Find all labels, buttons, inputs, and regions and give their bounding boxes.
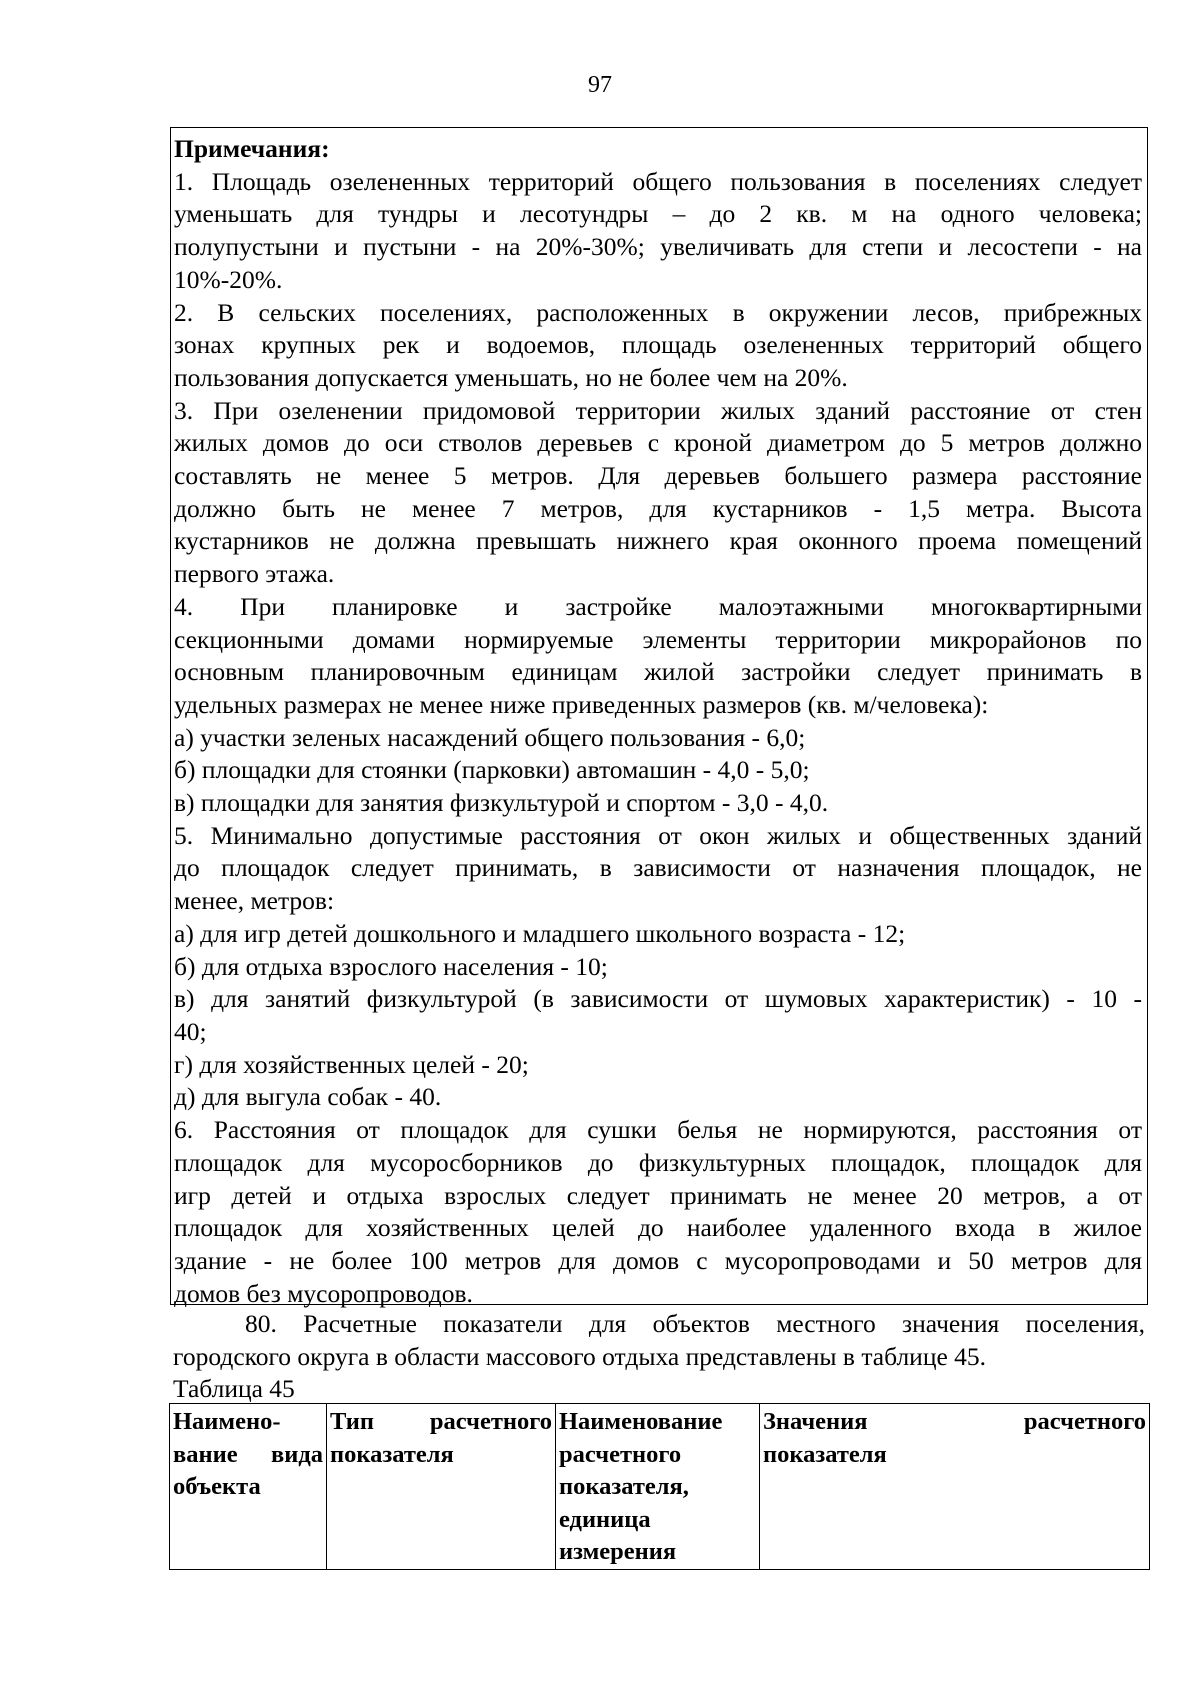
notes-line: площадок для мусоросборников до физкультурных площадок, площадок для: [174, 1147, 1142, 1177]
notes-line: в) для занятий физкультурой (в зависимости от шумовых характеристик) - 10 -: [174, 984, 1142, 1014]
notes-line: секционными домами нормируемые элементы территории микрорайонов по: [174, 624, 1142, 654]
notes-line: жилых домов до оси стволов деревьев с кроной диаметром до 5 метров должно: [174, 428, 1142, 458]
notes-line: в) площадки для занятия физкультурой и спортом - 3,0 - 4,0.: [174, 788, 829, 818]
notes-line: 5. Минимально допустимые расстояния от окон жилых и общественных зданий: [174, 820, 1142, 850]
notes-line: б) площадки для стоянки (парковки) автомашин - 4,0 - 5,0;: [174, 755, 810, 785]
notes-heading: Примечания:: [174, 134, 330, 163]
notes-line: 10%-20%.: [174, 264, 283, 294]
notes-line: д) для выгула собак - 40.: [174, 1082, 442, 1112]
notes-line: менее, метров:: [174, 886, 335, 916]
notes-line: 1. Площадь озелененных территорий общего пользования в поселениях следует: [174, 166, 1142, 196]
notes-line: удельных размерах не менее ниже приведенных размеров (кв. м/человека):: [174, 689, 989, 719]
notes-line: до площадок следует принимать, в зависимости от назначения площадок, не: [174, 853, 1142, 883]
notes-line: первого этажа.: [174, 559, 335, 589]
notes-line: кустарников не должна превышать нижнего края оконного проема помещений: [174, 526, 1142, 556]
notes-line: 40;: [174, 1016, 207, 1046]
paragraph-line: городского округа в области массового отдыха представлены в таблице 45.: [173, 1341, 987, 1371]
table-header-cell: Значения расчетного показателя: [760, 1404, 1150, 1570]
notes-line: г) для хозяйственных целей - 20;: [174, 1049, 529, 1079]
notes-line: пользования допускается уменьшать, но не более чем на 20%.: [174, 362, 848, 392]
notes-line: 3. При озеленении придомовой территории жилых зданий расстояние от стен: [174, 395, 1142, 425]
notes-line: а) участки зеленых насаждений общего пользования - 6,0;: [174, 722, 806, 752]
notes-line: игр детей и отдыха взрослых следует принимать не менее 20 метров, а от: [174, 1180, 1142, 1210]
page-number: 97: [588, 72, 612, 98]
notes-line: домов без мусоропроводов.: [174, 1278, 473, 1308]
notes-line: 2. В сельских поселениях, расположенных в окружении лесов, прибрежных: [174, 297, 1142, 327]
notes-line: площадок для хозяйственных целей до наиболее удаленного входа в жилое: [174, 1213, 1142, 1243]
notes-box: [170, 127, 1148, 1308]
table-header-row: [170, 1404, 1150, 1570]
table-header-cell: Наимено- вание вида объекта: [170, 1404, 327, 1570]
notes-line: зонах крупных рек и водоемов, площадь озелененных территорий общего: [174, 330, 1142, 360]
table-caption: Таблица 45: [173, 1374, 295, 1404]
notes-line: 4. При планировке и застройке малоэтажными многоквартирными: [174, 591, 1142, 621]
notes-line: б) для отдыха взрослого населения - 10;: [174, 951, 608, 981]
paragraph-80: [173, 1308, 1145, 1406]
notes-line: должно быть не менее 7 метров, для кустарников - 1,5 метра. Высота: [174, 493, 1142, 523]
notes-line: основным планировочным единицам жилой застройки следует принимать в: [174, 657, 1142, 687]
notes-line: составлять не менее 5 метров. Для деревьев большего размера расстояние: [174, 461, 1142, 491]
table-45: [169, 1403, 1150, 1570]
notes-line: а) для игр детей дошкольного и младшего школьного возраста - 12;: [174, 918, 906, 948]
notes-line: здание - не более 100 метров для домов с мусоропроводами и 50 метров для: [174, 1245, 1142, 1275]
table-header-cell: Тип расчетного показателя: [327, 1404, 556, 1570]
notes-line: полупустыни и пустыни - на 20%-30%; увеличивать для степи и лесостепи - на: [174, 232, 1142, 262]
table-header-cell: Наименование расчетного показателя, единица измерения: [556, 1404, 760, 1570]
notes-line: 6. Расстояния от площадок для сушки белья не нормируются, расстояния от: [174, 1115, 1142, 1145]
notes-line: уменьшать для тундры и лесотундры – до 2 кв. м на одного человека;: [174, 199, 1142, 229]
paragraph-line: 80. Расчетные показатели для объектов местного значения поселения,: [245, 1309, 1145, 1338]
